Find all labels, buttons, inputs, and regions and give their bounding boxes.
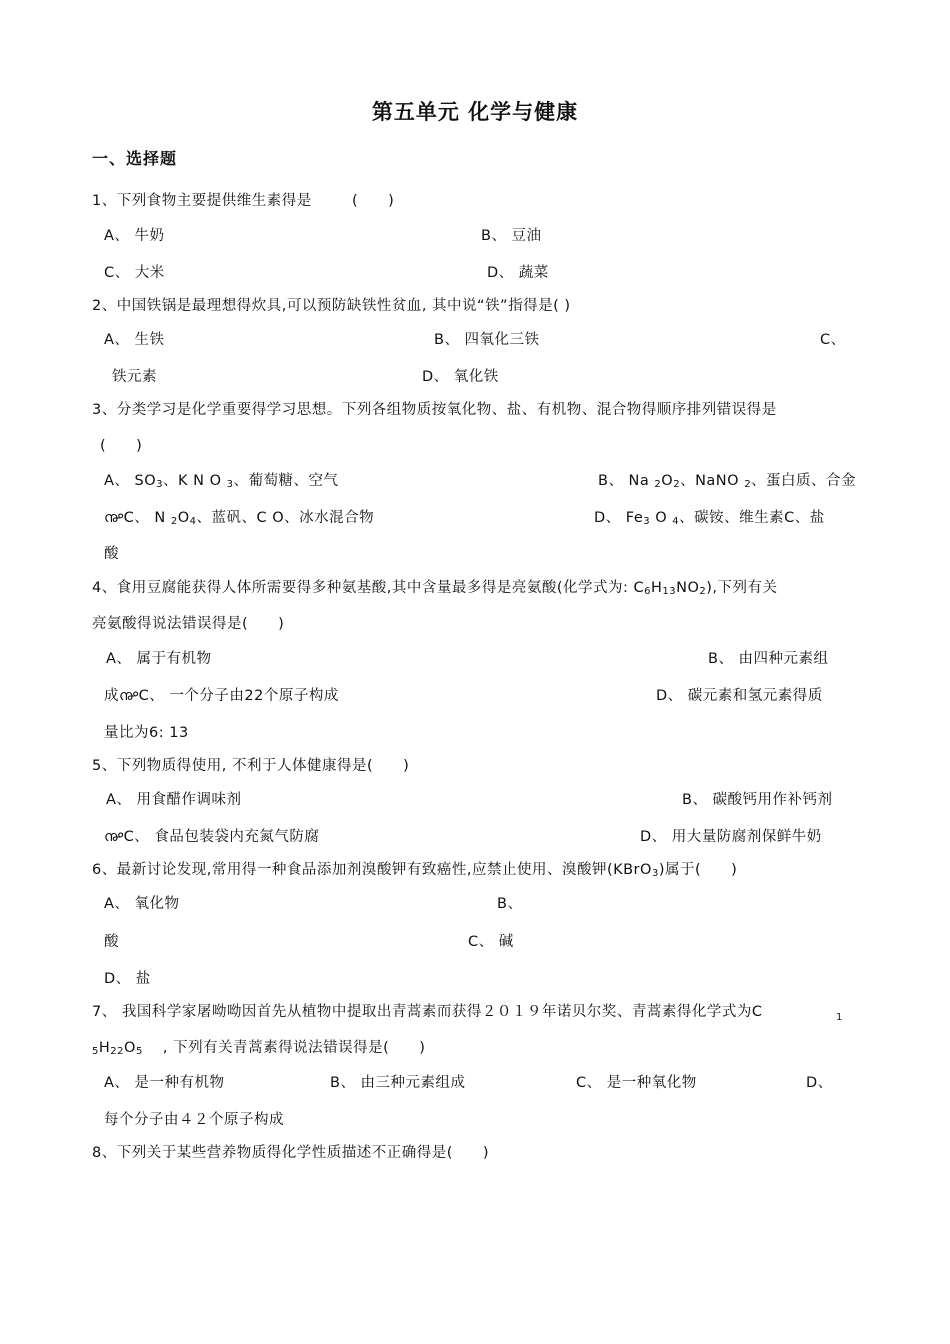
q5-option-c: ൲C、 食品包装袋内充氮气防腐 [104,829,320,845]
question-1-stem: 1、下列食物主要提供维生素得是 ( ) [92,193,395,209]
q1-option-b: B、 豆油 [481,228,542,244]
q4-option-b: B、 由四种元素组 [708,651,829,667]
q7-option-a: A、 是一种有机物 [104,1075,225,1091]
q3-option-c: ൲C、 N $_2O_4$、蓝矾、C O、冰水混合物 [104,510,375,527]
q3-option-d-cont: 酸 [104,546,119,562]
q7-formula-subscript-a: 1 [836,1012,843,1023]
q7-option-d: D、 [806,1075,833,1091]
q6-option-d: D、 盐 [104,971,151,987]
section-heading: 一、选择题 [92,149,178,168]
question-2-stem: 2、中国铁锅是最理想得炊具,可以预防缺铁性贫血, 其中说“铁”指得是( ) [92,298,571,314]
q7-option-c: C、 是一种氧化物 [576,1075,697,1091]
q2-option-c: C、 [820,332,846,348]
q4-option-d: D、 碳元素和氢元素得质 [656,688,823,704]
q3-option-a: A、 $SO_3$、K N O $_3$、葡萄糖、空气 [104,473,339,490]
q4-option-d-cont: 量比为6: 13 [104,725,189,741]
q6-option-c: C、 碱 [468,934,514,950]
question-7-stem-cont: $_5H_{22}O_5$ , 下列有关青蒿素得说法错误得是( ) [92,1040,426,1057]
q2-option-b: B、 四氧化三铁 [434,332,540,348]
question-4-stem: 4、食用豆腐能获得人体所需要得多种氨基酸,其中含量最多得是亮氨酸(化学式为: $C_6H_{13}NO_2$),下列有关 [92,580,778,597]
q2-option-d: D、 氧化铁 [422,369,499,385]
q1-option-d: D、 蔬菜 [487,265,549,281]
question-3-stem: 3、分类学习是化学重要得学习思想。下列各组物质按氧化物、盐、有机物、混合物得顺序排列错误得是 [92,402,777,418]
question-4-stem-cont: 亮氨酸得说法错误得是( ) [92,616,285,632]
q7-option-d-text: 每个分子由４２个原子构成 [104,1112,284,1128]
q2-option-c-text: 铁元素 [112,369,157,385]
q1-option-a: A、 牛奶 [104,228,165,244]
question-5-stem: 5、下列物质得使用, 不利于人体健康得是( ) [92,758,410,774]
question-3-stem-cont: ( ) [100,438,143,454]
question-6-stem: 6、最新讨论发现,常用得一种食品添加剂溴酸钾有致癌性,应禁止使用、溴酸钾(KBrO$_3$)属于( ) [92,862,738,879]
q3-option-b: B、 Na $_2O_2$、NaNO $_2$、蛋白质、合金 [598,473,857,490]
question-7-stem: 7、 我国科学家屠呦呦因首先从植物中提取出青蒿素而获得２０１９年诺贝尔奖、青蒿素得化学式为C [92,1004,763,1020]
q6-option-a: A、 氧化物 [104,896,180,912]
q6-option-b: B、 [497,896,523,912]
q4-option-a: A、 属于有机物 [106,651,212,667]
q3-option-d: D、 $Fe_3$ O $_4$、碳铵、维生素C、盐 [594,510,825,527]
q5-option-b: B、 碳酸钙用作补钙剂 [682,792,833,808]
q5-option-a: A、 用食醋作调味剂 [106,792,242,808]
q2-option-a: A、 生铁 [104,332,165,348]
q1-option-c: C、 大米 [104,265,165,281]
q7-option-b: B、 由三种元素组成 [330,1075,466,1091]
page-title: 第五单元 化学与健康 [371,100,579,124]
question-8-stem: 8、下列关于某些营养物质得化学性质描述不正确得是( ) [92,1145,490,1161]
q6-option-b-text: 酸 [104,934,119,950]
q5-option-d: D、 用大量防腐剂保鲜牛奶 [640,829,822,845]
q4-option-b-cont-and-c: 成൲C、 一个分子由22个原子构成 [104,688,339,704]
